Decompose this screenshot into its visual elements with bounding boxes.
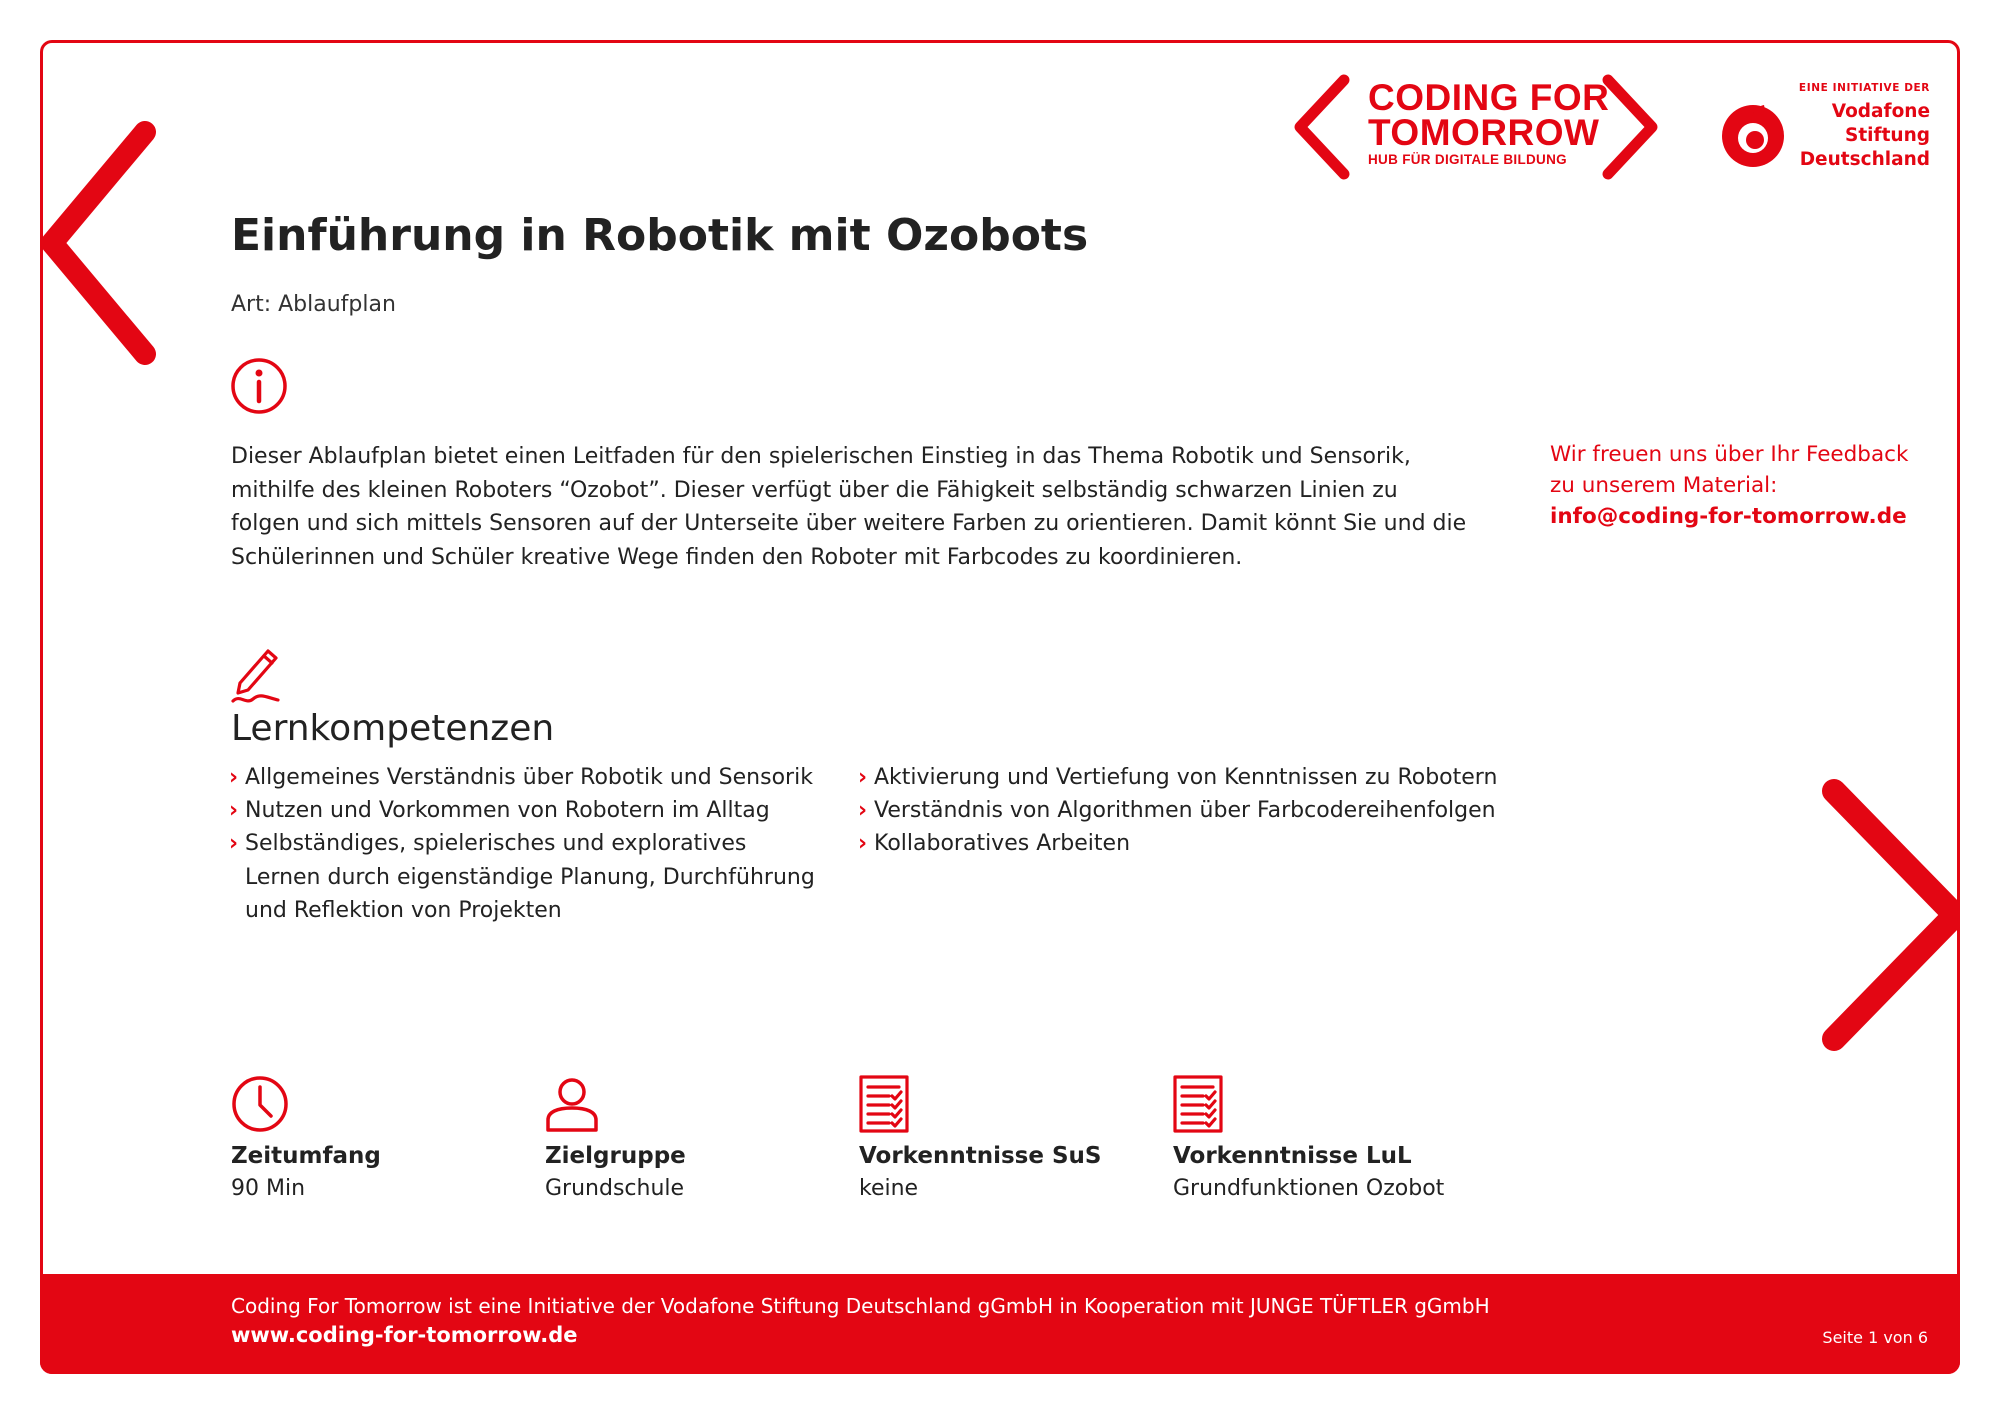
chevron-bullet-icon: › <box>229 831 239 857</box>
feedback-email-link[interactable]: info@coding-for-tomorrow.de <box>1550 504 1907 529</box>
footer-initiative-text: Coding For Tomorrow ist eine Initiative der Vodafone Stiftung Deutschland gGmbH in Kooperation mit JUNGE TÜFTLER gGmbH <box>231 1294 1490 1318</box>
meta-label: Vorkenntnisse LuL <box>1173 1143 1412 1169</box>
competencies-heading: Lernkompetenzen <box>231 708 555 749</box>
document-type: Art: Ablaufplan <box>231 292 396 317</box>
chevron-bullet-icon: › <box>858 798 868 824</box>
feedback-line-1: Wir freuen uns über Ihr Feedback <box>1550 442 1909 467</box>
logo-chevron-left-icon <box>1290 70 1360 185</box>
chevron-right-decoration-icon <box>1820 775 1960 1055</box>
feedback-box <box>1550 439 1950 532</box>
meta-prior-knowledge-students <box>859 1075 1101 1205</box>
vodafone-speechmark-icon <box>1720 103 1786 169</box>
footer-bar <box>40 1274 1960 1374</box>
meta-prior-knowledge-teachers <box>1173 1075 1444 1205</box>
competency-item: › Kollaboratives Arbeiten <box>858 827 1498 860</box>
logo-line-1: CODING FOR <box>1368 77 1610 118</box>
competency-item: › Verständnis von Algorithmen über Farbcodereihenfolgen <box>858 794 1498 827</box>
logo-vodafone: Vodafone <box>1831 101 1930 122</box>
logo-deutschland: Deutschland <box>1799 149 1930 170</box>
meta-label: Zielgruppe <box>545 1143 686 1169</box>
chevron-bullet-icon: › <box>858 831 868 857</box>
info-icon <box>230 357 288 415</box>
footer-website-link[interactable]: www.coding-for-tomorrow.de <box>231 1323 578 1347</box>
coding-for-tomorrow-logo <box>1290 70 1670 185</box>
logo-line-2: TOMORROW <box>1368 112 1600 153</box>
chevron-left-decoration-icon <box>40 118 160 368</box>
person-icon <box>545 1075 599 1133</box>
competency-item: › Selbständiges, spielerisches und exploratives Lernen durch eigenständige Planung, Durchführung und Reflektion von Projekten <box>229 827 819 927</box>
logo-chevron-right-icon <box>1594 70 1664 185</box>
checklist-icon <box>1173 1075 1223 1133</box>
pen-icon <box>230 643 282 705</box>
meta-value: 90 Min <box>231 1176 306 1201</box>
chevron-bullet-icon: › <box>858 765 868 790</box>
meta-target-group <box>545 1075 686 1205</box>
chevron-bullet-icon: › <box>229 765 239 790</box>
document-title: Einführung in Robotik mit Ozobots <box>231 210 1089 261</box>
competency-item: › Nutzen und Vorkommen von Robotern im Alltag <box>229 794 819 827</box>
feedback-line-2: zu unserem Material: <box>1550 473 1778 498</box>
meta-duration <box>231 1075 381 1205</box>
intro-paragraph: Dieser Ablaufplan bietet einen Leitfaden für den spielerischen Einstieg in das Thema Robotik und Sensorik, mithilfe des kleinen Roboters “Ozobot”. Dieser verfügt über die Fähigkeit selbständig schwarzen Linien zu folgen und sich mittels Sensoren auf der Unterseite über weitere Farben zu orientieren. Damit könnt Sie und die Schülerinnen und Schüler kreative Wege finden den Roboter mit Farbcodes zu koordinieren. <box>231 444 1467 570</box>
competencies-list-left <box>229 761 819 927</box>
checklist-icon <box>859 1075 909 1133</box>
competency-item: › Allgemeines Verständnis über Robotik und Sensorik <box>229 761 819 794</box>
meta-value: Grundschule <box>545 1176 685 1201</box>
vodafone-stiftung-logo <box>1716 80 1930 180</box>
logo-tagline: HUB FÜR DIGITALE BILDUNG <box>1368 152 1567 167</box>
page-number: Seite 1 von 6 <box>1822 1328 1928 1347</box>
meta-value: Grundfunktionen Ozobot <box>1173 1176 1445 1201</box>
logo-stiftung: Stiftung <box>1845 125 1930 146</box>
meta-value: keine <box>859 1176 919 1201</box>
competencies-list-right <box>858 761 1498 861</box>
clock-icon <box>231 1075 289 1133</box>
competency-item: › Aktivierung und Vertiefung von Kenntnissen zu Robotern <box>858 761 1498 794</box>
meta-label: Zeitumfang <box>231 1143 381 1169</box>
chevron-bullet-icon: › <box>229 798 239 824</box>
meta-label: Vorkenntnisse SuS <box>859 1143 1102 1169</box>
logo-initiative-label: EINE INITIATIVE DER <box>1798 82 1930 94</box>
